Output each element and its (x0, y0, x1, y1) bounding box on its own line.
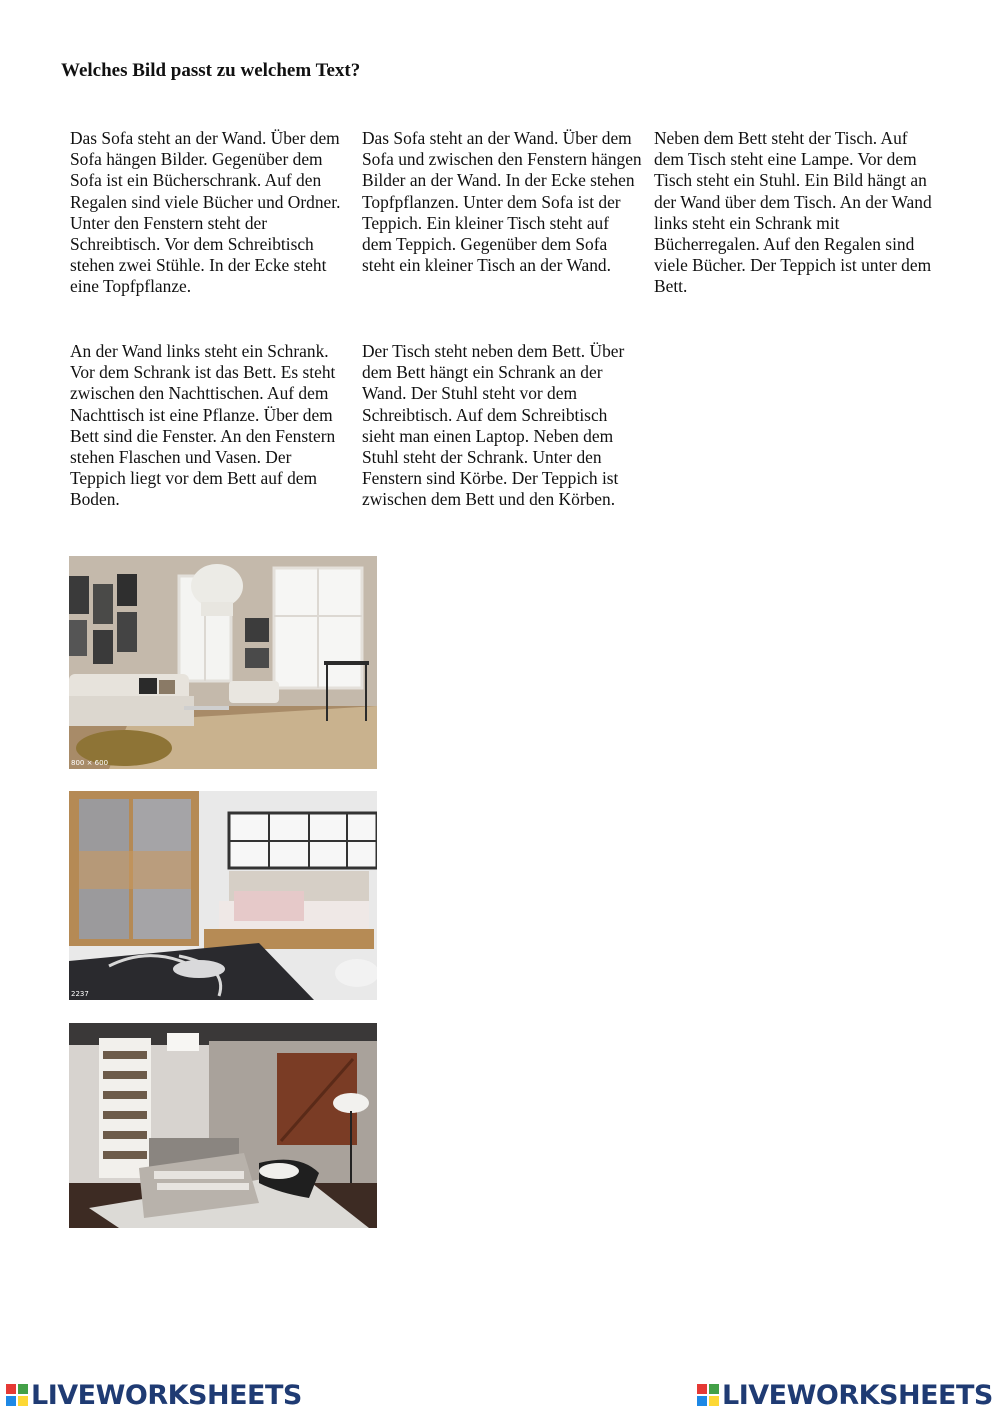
liveworksheets-logo-text: LIVEWORKSHEETS (722, 1379, 993, 1411)
liveworksheets-logo-icon (697, 1384, 719, 1406)
photo-living-room (69, 556, 377, 769)
photo-caption: 2237 (71, 990, 89, 998)
text-block-5: Der Tisch steht neben dem Bett. Über dem Bett hängt ein Schrank an der Wand. Der Stuhl steht vor dem Schreibtisch. Auf dem Schreibtisch sieht man einen Laptop. Neben dem Stuhl steht der Schrank. Unter den Fenstern sind Körbe. Der Teppich ist zwischen dem Bett und den Körben. (362, 341, 625, 510)
text-block-2: Das Sofa steht an der Wand. Über dem Sofa und zwischen den Fenstern hängen Bilder an der Wand. In der Ecke stehen Topfpflanzen. Unter dem Sofa ist der Teppich. Ein kleiner Tisch steht auf dem Teppich. Gegenüber dem Sofa steht ein kleiner Tisch an der Wand. (362, 128, 642, 276)
photo-caption: 800 × 600 (71, 759, 109, 767)
liveworksheets-logo (6, 1378, 302, 1412)
text-block-3: Neben dem Bett steht der Tisch. Auf dem Tisch steht eine Lampe. Vor dem Tisch steht ein Stuhl. Ein Bild hängt an der Wand über dem Tisch. An der Wand links steht ein Schrank mit Bücherregalen. Auf den Regalen sind viele Bücher. Der Teppich ist unter dem Bett. (654, 128, 932, 297)
text-block-4: An der Wand links steht ein Schrank. Vor dem Schrank ist das Bett. Es steht zwischen den Nachttischen. Auf dem Nachttisch ist eine Pflanze. Über dem Bett sind die Fenster. An den Fenstern stehen Flaschen und Vasen. Der Teppich liegt vor dem Bett auf dem Boden. (70, 341, 336, 510)
text-block-1: Das Sofa steht an der Wand. Über dem Sofa hängen Bilder. Gegenüber dem Sofa ist ein Bücherschrank. Auf den Regalen sind viele Bücher und Ordner. Unter den Fenstern steht der Schreibtisch. Vor dem Schreibtisch stehen zwei Stühle. In der Ecke steht eine Topfpflanze. (70, 128, 341, 297)
photo-bedroom-bookshelf (69, 1023, 377, 1228)
liveworksheets-logo (697, 1378, 993, 1412)
liveworksheets-logo-icon (6, 1384, 28, 1406)
worksheet-title: Welches Bild passt zu welchem Text? (61, 60, 361, 81)
photo-bedroom-wardrobe (69, 791, 377, 1000)
liveworksheets-logo-text: LIVEWORKSHEETS (31, 1379, 302, 1411)
